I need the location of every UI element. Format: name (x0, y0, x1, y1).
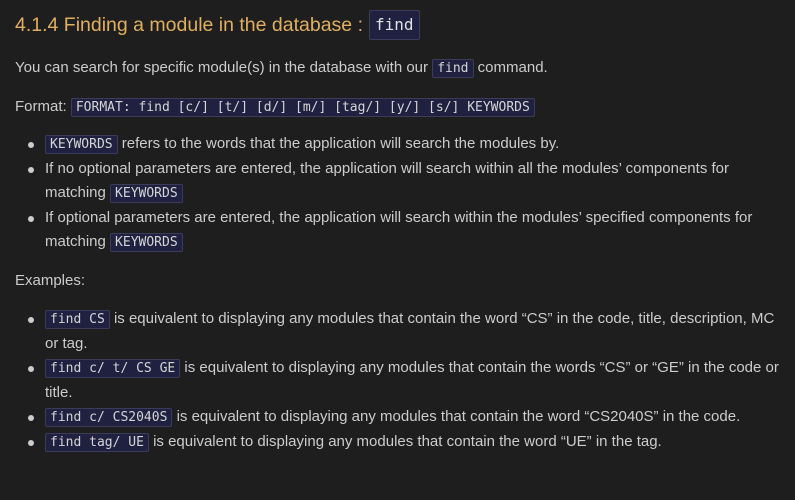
example-code: find c/ CS2040S (45, 408, 172, 427)
example-text: is equivalent to displaying any modules that contain the word “CS” in the code, title, description, MC or tag. (45, 310, 775, 352)
list-item (45, 356, 780, 405)
param-text: refers to the words that the application will search the modules by. (121, 135, 560, 152)
example-code: find c/ t/ CS GE (45, 359, 180, 378)
list-item (45, 157, 780, 206)
section-heading (15, 0, 780, 40)
param-text: If no optional parameters are entered, the application will search within all the modules’ components for matching (45, 160, 729, 201)
param-text: If optional parameters are entered, the application will search within the modules’ specified components for matching (45, 209, 753, 250)
examples-list (15, 307, 780, 455)
list-item (45, 206, 780, 255)
intro-paragraph (15, 56, 780, 81)
list-item (45, 430, 780, 455)
param-code: KEYWORDS (110, 233, 183, 252)
example-code: find tag/ UE (45, 433, 149, 452)
format-label: Format: (15, 98, 67, 115)
intro-code: find (432, 59, 473, 78)
intro-text-after: command. (477, 59, 548, 76)
example-code: find CS (45, 310, 110, 329)
list-item (45, 307, 780, 356)
example-text: is equivalent to displaying any modules that contain the word “UE” in the tag. (153, 433, 662, 450)
param-code: KEYWORDS (45, 135, 118, 154)
format-code: FORMAT: find [c/] [t/] [d/] [m/] [tag/] [y/] [s/] KEYWORDS (71, 98, 535, 117)
format-paragraph (15, 95, 780, 120)
list-item (45, 405, 780, 430)
examples-label: Examples: (15, 272, 86, 289)
section-heading-text: 4.1.4 Finding a module in the database : (15, 14, 363, 36)
heading-code: find (369, 10, 420, 40)
example-text: is equivalent to displaying any modules that contain the word “CS2040S” in the code. (176, 408, 741, 425)
list-item (45, 132, 780, 157)
parameters-list (15, 132, 780, 255)
intro-text-before: You can search for specific module(s) in the database with our (15, 59, 429, 76)
example-text: is equivalent to displaying any modules that contain the words “CS” or “GE” in the code or title. (45, 359, 779, 401)
param-code: KEYWORDS (110, 184, 183, 203)
